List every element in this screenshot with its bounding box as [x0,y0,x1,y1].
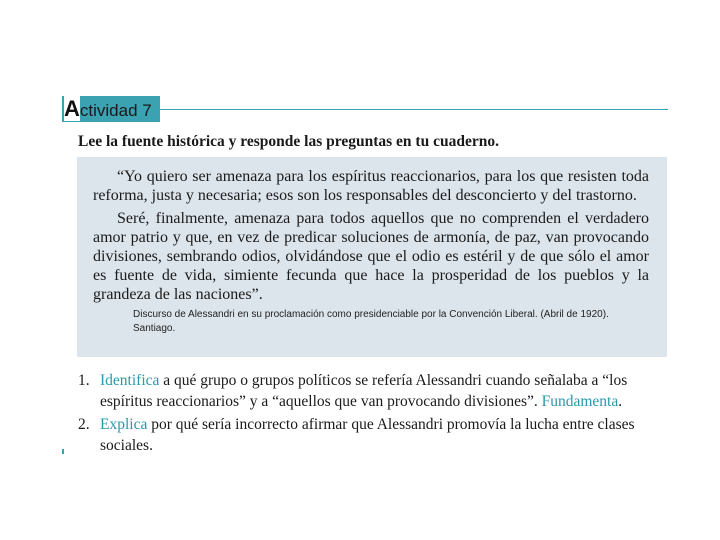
quote-paragraph-1: “Yo quiero ser amenaza para los espíritus reaccionarios, para los que resisten toda reforma, justa y necesaria; esos son los responsables del desconcierto y del trastorno. [93,168,649,204]
question-text: a qué grupo o grupos políticos se refería Alessandri cuando señalaba a “los espíritus reaccionarios” y a “aquellos que van provocando divisiones”. [100,372,628,410]
question-keyword: Identifica [100,372,160,389]
instructions: Lee la fuente histórica y responde las preguntas en tu cuaderno. [78,133,499,150]
activity-tab [62,96,160,122]
activity-header [62,96,668,122]
question-text: por qué sería incorrecto afirmar que Alessandri promovía la lucha entre clases sociales. [100,416,635,454]
activity-title: ctividad 7 [79,101,152,120]
question-number: 2. [78,416,90,433]
question-tail: . [618,393,623,410]
quote [93,167,649,304]
quote-paragraph-2: Seré, finalmente, amenaza para todos aquellos que no comprenden el verdadero amor patrio y que, en vez de predicar soluciones de armonía, de paz, van provocando divisiones, sembrando odios, olvidándose que el odio es estéril y de que sólo el amor es fuente de vida, simiente fecunda que hace la prosperidad de los pueblos y la grandeza de las naciones”. [93,210,649,303]
activity-letter: A [64,96,80,121]
question-keyword-2: Fundamenta [541,393,619,410]
question-keyword: Explica [100,416,148,433]
question-2 [78,414,674,456]
question-1 [78,370,674,412]
citation: Discurso de Alessandri en su proclamación como presidenciable por la Convención Liberal. (Abril de 1920). Santiago. [133,309,609,334]
question-number: 1. [78,372,90,389]
margin-mark [62,449,64,454]
historical-source-box [77,157,667,357]
header-rule [160,109,668,110]
questions-list [78,370,674,458]
